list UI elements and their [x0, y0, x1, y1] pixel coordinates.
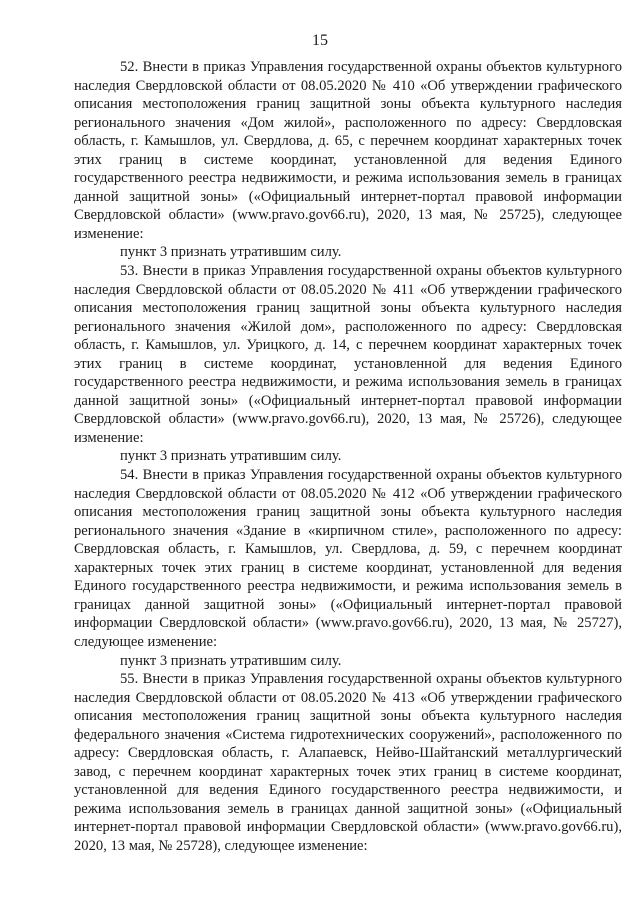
clause-54: 54. Внести в приказ Управления государственной охраны объектов культурного наследия Свердловской области от 08.05.2020 № 412 «Об утверждении графического описания местоположения границ защитной зоны объекта культурного наследия регионального значения «Здание в «кирпичном стиле», расположенного по адресу: Свердловская область, г. Камышлов, ул. Свердлова, д. 59, с перечнем координат характерных точек этих границ в системе координат, установленной для ведения Единого государственного реестра недвижимости, и режима использования земель в границах данной защитной зоны» («Официальный интернет-портал правовой информации Свердловской области» (www.pravo.gov66.ru), 2020, 13 мая, № 25727), следующее изменение:	[74, 467, 622, 650]
clause-52-repeal: пункт 3 признать утратившим силу.	[120, 244, 342, 261]
clause-52: 52. Внести в приказ Управления государственной охраны объектов культурного наследия Свердловской области от 08.05.2020 № 410 «Об утверждении графического описания местоположения границ защитной зоны объекта культурного наследия регионального значения «Дом жилой», расположенного по адресу: Свердловская область, г. Камышлов, ул. Свердлова, д. 65, с перечнем координат характерных точек этих границ в системе координат, установленной для ведения Единого государственного реестра недвижимости, и режима использования земель в границах данной защитной зоны» («Официальный интернет-портал правовой информации Свердловской области» (www.pravo.gov66.ru), 2020, 13 мая, № 25725), следующее изменение:	[74, 59, 622, 242]
clause-53-repeal: пункт 3 признать утратившим силу.	[120, 448, 342, 465]
clause-53: 53. Внести в приказ Управления государственной охраны объектов культурного наследия Свердловской области от 08.05.2020 № 411 «Об утверждении графического описания местоположения границ защитной зоны объекта культурного наследия регионального значения «Жилой дом», расположенного по адресу: Свердловская область, г. Камышлов, ул. Урицкого, д. 14, с перечнем координат характерных точек этих границ в системе координат, установленной для ведения Единого государственного реестра недвижимости, и режима использования земель в границах данной защитной зоны» («Официальный интернет-портал правовой информации Свердловской области» (www.pravo.gov66.ru), 2020, 13 мая, № 25726), следующее изменение:	[74, 263, 622, 446]
page-number: 15	[312, 32, 328, 49]
document-body	[74, 58, 622, 856]
clause-54-repeal: пункт 3 признать утратившим силу.	[120, 652, 342, 669]
clause-55: 55. Внести в приказ Управления государственной охраны объектов культурного наследия Свердловской области от 08.05.2020 № 413 «Об утверждении графического описания местоположения границ защитной зоны объекта культурного наследия федерального значения «Система гидротехнических сооружений», расположенного по адресу: Свердловская область, г. Алапаевск, Нейво-Шайтанский металлургический завод, с перечнем координат характерных точек этих границ в системе координат, установленной для ведения Единого государственного реестра недвижимости, и режима использования земель в границах данной защитной зоны» («Официальный интернет-портал правовой информации Свердловской области» (www.pravo.gov66.ru), 2020, 13 мая, № 25728), следующее изменение:	[74, 671, 622, 854]
